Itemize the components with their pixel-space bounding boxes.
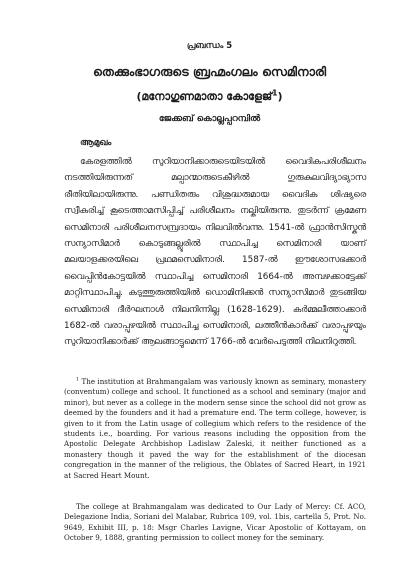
footnote-1-text xyxy=(64,377,366,481)
footnote-1-marker: 1 xyxy=(76,376,80,383)
footnote-2-text: The college at Brahmangalam was dedicated to Our Lady of Mercy: Cf. ACO, Delegazione India, Soriani del Malabar, Rubrica 109, vol. 1bis, cartella 5, Prot. No. 9649, Exhibit III, p. 18: Msgr Charles Lavigne, Vicar Apostolic of Kottayam, on October 9, 1888, granting permission to collect money for the seminary. xyxy=(64,502,366,543)
chapter-subtitle xyxy=(0,90,419,104)
chapter-title: തെക്കുംഭാഗരുടെ ബ്രഹ്മംഗലം സെമിനാരി xyxy=(92,64,327,79)
body-paragraph: കേരളത്തിൽ സുറിയാനിക്കാരുടെയിടയിൽ വൈദികപരിശീലനം നടത്തിയിരുന്നത് മല്പാന്മാരുടെകീഴിൽ ഗുരുകുലവിദ്യാഭ്യാസ രീതിയിലായിരുന്നു. പണ്ഡിതരും വിശുദ്ധരുമായ വൈദിക ശിഷ്യരെ സ്വീകരിച്ച് കൂടെത്താമസിപ്പിച്ച് പരിശീലനം നല്കിയിരുന്നു. തുടർന്ന് ക്രമേണ സെമിനാരി പരിശീലനസമ്പ്രദായം നിലവിൽവന്നു. 1541-ൽ ഫ്രാൻസിസ്കൻ സന്യാസിമാർ കൊടുങ്ങല്ലൂരിൽ സ്ഥാപിച്ച സെമിനാരി യാണ് മലയാളക്കരയിലെ പ്രഥമസെമിനാരി. 1587-ൽ ഈശോസഭക്കാർ വൈപ്പിൻകോട്ടയിൽ സ്ഥാപിച്ച സെമിനാരി 1664-ൽ അമ്പഴക്കാട്ടേക്ക് മാറ്റിസ്ഥാപിച്ചു. കടുത്തുരുത്തിയിൽ ഡൊമിനിക്കൻ സന്യാസിമാർ തുടങ്ങിയ സെമിനാരി ദീർഘനാൾ നിലനിന്നില്ല (1628-1629). കർമ്മലീത്താക്കാർ 1682-ൽ വരാപ്പുഴയിൽ സ്ഥാപിച്ച സെമിനാരി, ലത്തീൻകാർക്ക് വരാപ്പുഴയും സുറിയാനിക്കാർക്ക് ആലങ്ങാട്ടുമെന്ന് 1766-ൽ വേർപെടുത്തി നിലനിറുത്തി. xyxy=(64,157,366,348)
section-heading: ആമുഖം xyxy=(80,138,112,148)
footnote-2 xyxy=(64,502,366,544)
author-name: ജേക്കബ് കൊല്ലപ്പറമ്പിൽ xyxy=(158,114,261,124)
subtitle-text: (മനോഗുണമാതാ കോളേജ് xyxy=(136,90,273,103)
footnote-1 xyxy=(64,377,366,481)
footnote-1-body: The institution at Brahmangalam was variously known as seminary, monastery (conventum) college and school. It functioned as a school and seminary (major and minor), but never as a college in the modern sense since the school did not grow as deemed by the founders and it had a premature end. The term college, however, is given to it from the Latin usage of collegium which refers to the residence of the students i.e., boarding. For various reasons including the opposition from the Apostolic Delegate Archbishop Ladislaw Zaleski, it neither functioned as a monastery though it paved the way for the establishment of the diocesan congregation in the manner of the religious, the Oblates of Sacred Heart, in 1921 at Sacred Heart Mount. xyxy=(64,377,366,480)
subtitle-close: ) xyxy=(277,90,283,103)
footnote-reference-1: 1 xyxy=(272,88,278,98)
body-text xyxy=(64,154,366,351)
chapter-number: പ്രബന്ധം 5 xyxy=(186,41,233,51)
